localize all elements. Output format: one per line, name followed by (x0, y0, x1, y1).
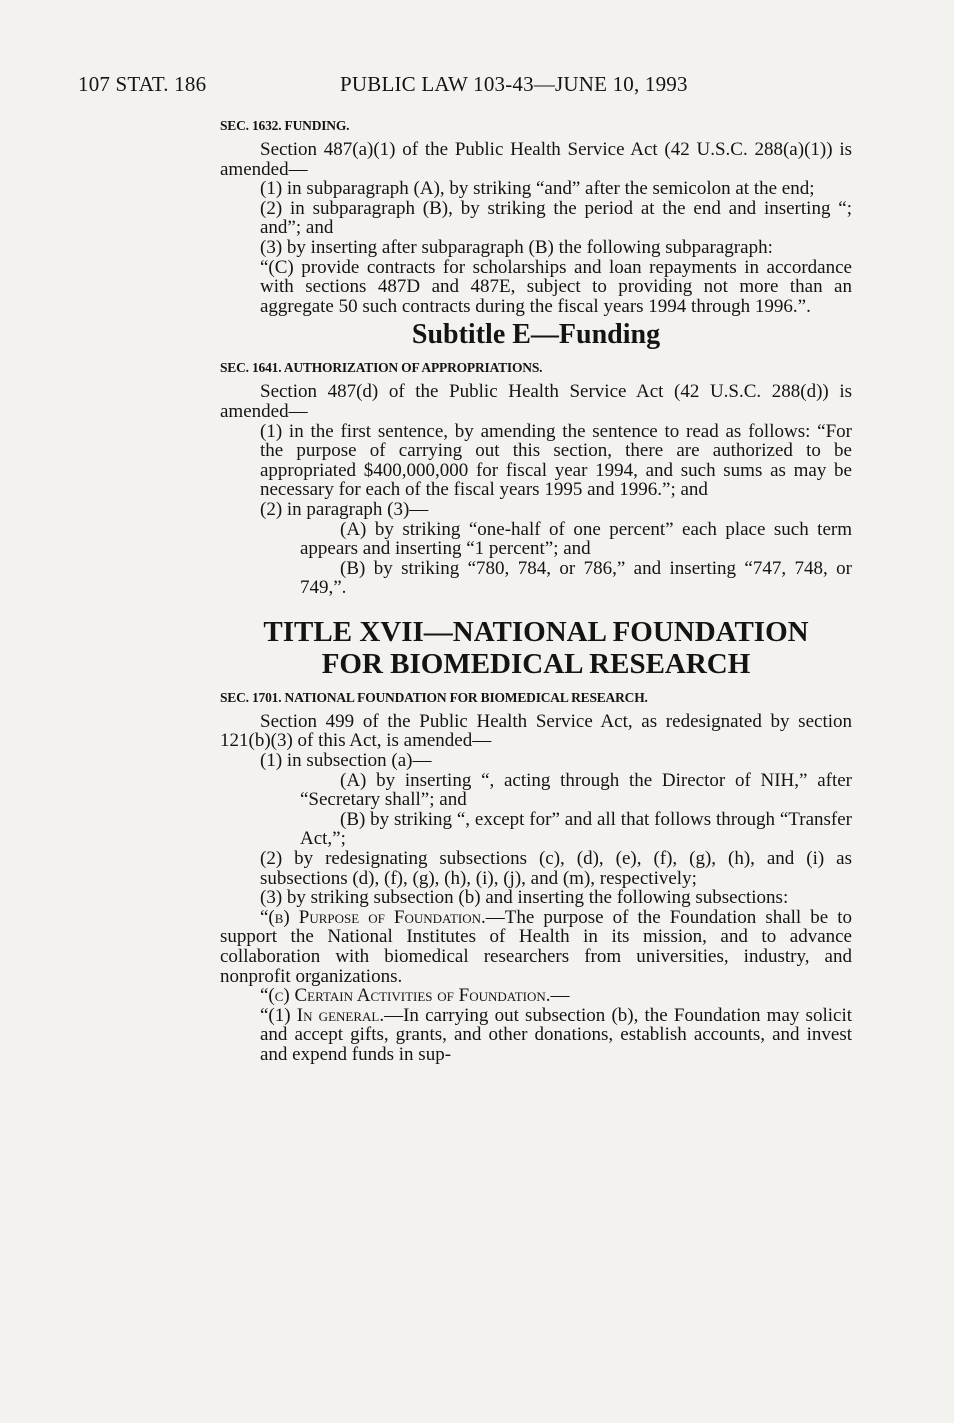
list-item: (2) in subparagraph (B), by striking the period at the end and inserting “; and”; and (260, 197, 852, 239)
list-item: (1) in the first sentence, by amending the sentence to read as follows: “For the purpose of carrying out this section, there are authorized to be appropriated $400,000,000 for fiscal year 1994, and such sums as may be necessary for each of the fiscal years 1995 and 1996.”; and (260, 420, 852, 501)
paragraph-c1-heading: In general. (296, 1004, 385, 1026)
section-heading-1632: SEC. 1632. FUNDING. (220, 118, 350, 133)
paragraph: Section 487(d) of the Public Health Service Act (42 U.S.C. 288(d)) is amended— (220, 381, 852, 422)
paragraph: Section 499 of the Public Health Service Act, as redesignated by section 121(b)(3) of this Act, is amended— (220, 710, 852, 752)
list-subitem: (B) by striking “, except for” and all that follows through “Transfer Act,”; (300, 808, 852, 850)
subsection-c-dash: — (550, 985, 570, 1007)
list-subitem: (A) by striking “one-half of one percent” each place such term appears and inserting “1 percent”; and (300, 518, 852, 560)
paragraph-c1-text: —In carrying out subsection (b), the Foundation may solicit and accept gifts, grants, and other donations, establish accounts, and invest and expend funds in sup- (260, 1004, 853, 1065)
list-item: (1) in subsection (a)— (260, 750, 432, 772)
list-subitem: (B) by striking “780, 784, or 786,” and inserting “747, 748, or 749,”. (300, 557, 852, 599)
quoted-subsection-b (220, 908, 852, 986)
quoted-paragraph-c1 (220, 1006, 852, 1065)
list-item: (3) by striking subsection (b) and inserting the following subsections: (260, 887, 789, 909)
list-item: (1) in subparagraph (A), by striking “and” after the semicolon at the end; (260, 178, 815, 200)
section-heading-1701: SEC. 1701. NATIONAL FOUNDATION FOR BIOMEDICAL RESEARCH. (220, 689, 648, 705)
title-line-1: TITLE XVII—NATIONAL FOUNDATION (263, 615, 809, 648)
list-item: (3) by inserting after subparagraph (B) the following subparagraph: (260, 236, 773, 258)
subsection-c-heading: “(c) Certain Activities of Foundation. (260, 985, 551, 1007)
paragraph-c1-number: “(1) (260, 1004, 297, 1026)
section-heading-1641: SEC. 1641. AUTHORIZATION OF APPROPRIATIONS. (220, 360, 543, 376)
running-head: PUBLIC LAW 103-43—JUNE 10, 1993 (340, 72, 688, 96)
subsection-b-text: —The purpose of the Foundation shall be to support the National Institutes of Health in its mission, and to advance collaboration with biomedical researchers from universities, industry, and nonprofit organizations. (220, 906, 853, 987)
quoted-subparagraph: “(C) provide contracts for scholarships and loan repayments in accordance with sections 487D and 487E, subject to providing not more than an aggregate 50 such contracts during the fiscal years 1994 through 1996.”. (260, 256, 852, 317)
list-item: (2) in paragraph (3)— (260, 498, 429, 520)
list-subitem: (A) by inserting “, acting through the Director of NIH,” after “Secretary shall”; and (300, 769, 852, 811)
list-item: (2) by redesignating subsections (c), (d), (e), (f), (g), (h), and (i) as subsections (d), (f), (g), (h), (i), (j), and (m), respectively; (260, 848, 852, 889)
subsection-b-heading: “(b) Purpose of Foundation. (260, 906, 486, 928)
title-line-2: FOR BIOMEDICAL RESEARCH (321, 647, 751, 680)
quoted-subsection-c (220, 986, 852, 1006)
paragraph: Section 487(a)(1) of the Public Health Service Act (42 U.S.C. 288(a)(1)) is amended— (220, 139, 852, 180)
main-text-column (220, 118, 852, 1065)
stat-page-number: 107 STAT. 186 (78, 72, 207, 96)
subtitle-heading: Subtitle E—Funding (411, 319, 661, 351)
title-heading (220, 616, 852, 680)
